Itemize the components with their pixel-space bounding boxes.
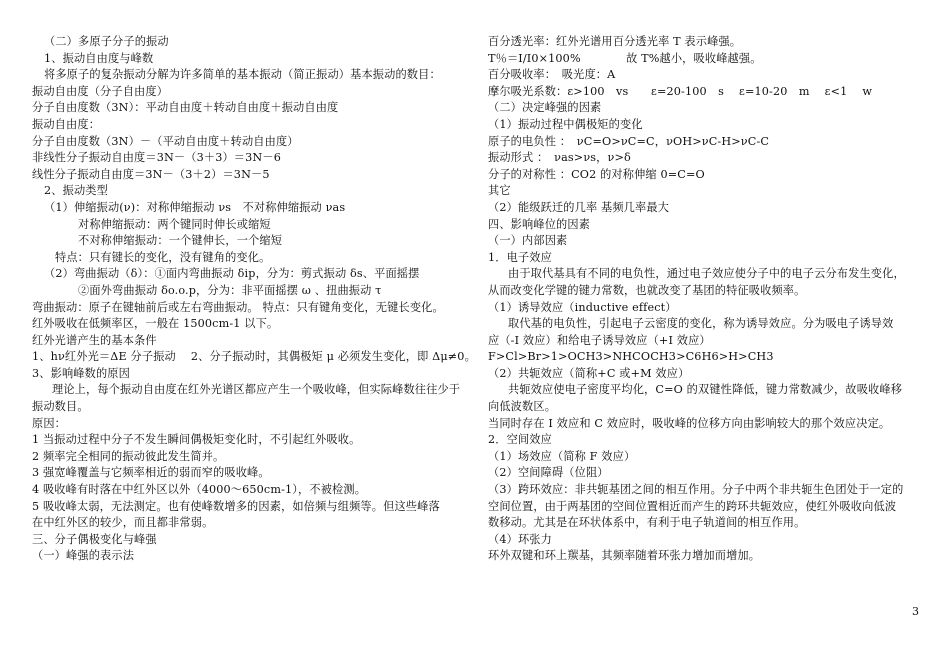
text-line: 在中红外区的较少，而且都非常弱。 [32, 516, 214, 530]
text-line: 从而改变化学键的键力常数，也就改变了基团的特征吸收频率。 [488, 283, 806, 297]
text-line: 5 吸收峰太弱，无法测定。也有使峰数增多的因素，如倍频与组频等。但这些峰落 [32, 499, 440, 513]
text-line: 红外吸收在低频率区，一般在 1500cm-1 以下。 [32, 317, 279, 331]
page-number: 3 [912, 605, 919, 618]
text-line: 4 吸收峰有时落在中红外区以外（4000～650cm-1），不被检测。 [32, 483, 367, 497]
text-line: 振动形式 ： νas>νs，ν>δ [488, 151, 631, 165]
text-line: （1）振动过程中偶极矩的变化 [488, 117, 643, 131]
text-line: 原因： [32, 416, 67, 430]
text-line: 理论上，每个振动自由度在红外光谱区都应产生一个吸收峰，但实际峰数往往少于 [52, 383, 461, 397]
text-line: ②面外弯曲振动 δo.o.p，分为：非平面摇摆 ω 、扭曲振动 τ [78, 283, 382, 297]
text-line: （2）空间障碍（位阻） [488, 466, 609, 480]
text-line: 应（-I 效应）和给电子诱导效应（+I 效应） [488, 333, 711, 347]
text-line: 将多原子的复杂振动分解为许多简单的基本振动（简正振动）基本振动的数目： [44, 68, 441, 82]
text-line: 百分透光率：红外光谱用百分透光率 T 表示峰强。 [488, 35, 742, 48]
text-line: （2）能级跃迁的几率 基频几率最大 [488, 200, 670, 214]
text-line: （2）共轭效应（简称+C 或+M 效应） [488, 366, 690, 380]
text-line: 1、振动自由度与峰数 [44, 51, 154, 65]
text-line: 红外光谱产生的基本条件 [32, 333, 157, 347]
text-line: 非线性分子振动自由度＝3N－（3＋3）＝3N－6 [32, 151, 281, 165]
text-line: 特点：只有键长的变化，没有键角的变化。 [55, 250, 271, 264]
text-line: 其它 [488, 184, 511, 198]
text-line: 弯曲振动：原子在键轴前后或左右弯曲振动。 特点：只有键角变化，无键长变化。 [32, 300, 444, 314]
text-line: （1）伸缩振动(ν)：对称伸缩振动 νs 不对称伸缩振动 νas [44, 200, 346, 214]
text-line: 1．电子效应 [488, 250, 552, 264]
text-line: 三、分子偶极变化与峰强 [32, 532, 157, 546]
text-line: 数移动。尤其是在环状体系中，有利于电子轨道间的相互作用。 [488, 516, 806, 530]
text-line: 分子自由度数（3N）：平动自由度＋转动自由度＋振动自由度 [32, 101, 339, 115]
text-line: 四、影响峰位的因素 [488, 217, 591, 231]
left-column [32, 34, 476, 565]
text-line: 2、振动类型 [44, 184, 108, 198]
text-line: 取代基的电负性，引起电子云密度的变化，称为诱导效应。分为吸电子诱导效 [508, 317, 894, 331]
text-line: 线性分子振动自由度＝3N－（3＋2）＝3N－5 [32, 167, 270, 181]
text-line: 1 当振动过程中分子不发生瞬间偶极矩变化时，不引起红外吸收。 [32, 433, 361, 447]
text-line: 3 强宽峰覆盖与它频率相近的弱而窄的吸收峰。 [32, 466, 270, 480]
text-line: 由于取代基具有不同的电负性，通过电子效应使分子中的电子云分布发生变化， [508, 267, 905, 281]
text-line: 环外双键和环上羰基，其频率随着环张力增加而增加。 [488, 549, 761, 563]
right-column [488, 34, 920, 565]
text-line: （4）环张力 [488, 532, 552, 546]
text-line: 不对称伸缩振动：一个键伸长，一个缩短 [78, 234, 283, 248]
text-line: 共轭效应使电子密度平均化，C=O 的双键性降低，键力常数减少，故吸收峰移 [508, 383, 903, 397]
text-line: （一）峰强的表示法 [32, 549, 135, 563]
text-line: F>Cl>Br>1>OCH3>NHCOCH3>C6H6>H>CH3 [488, 350, 774, 364]
text-line: 空间位置，由于两基团的空间位置相近而产生的跨环共轭效应，使红外吸收向低波 [488, 499, 897, 513]
text-line: 2．空间效应 [488, 433, 552, 447]
text-line: （3）跨环效应：非共轭基团之间的相互作用。分子中两个非共轭生色团处于一定的 [488, 483, 904, 497]
text-line: 振动自由度（分子自由度） [32, 84, 169, 98]
text-line: 对称伸缩振动：两个键同时伸长或缩短 [78, 217, 271, 231]
text-line: 原子的电负性 ： νC=O>νC=C，νOH>νC-H>νC-C [488, 134, 770, 148]
text-line: 振动数目。 [32, 400, 89, 414]
text-line: 振动自由度： [32, 117, 101, 131]
text-line: 摩尔吸光系数：ε>100 vs ε=20-100 s ε=10-20 m ε<1 w [488, 84, 873, 98]
text-line: 3、影响峰数的原因 [32, 366, 130, 380]
text-line: （1）诱导效应（inductive effect） [488, 300, 677, 314]
text-line: 百分吸收率： 吸光度：A [488, 68, 616, 82]
text-line: 当同时存在 I 效应和 C 效应时，吸收峰的位移方向由影响较大的那个效应决定。 [488, 416, 891, 430]
text-line: 1、hν红外光＝ΔE 分子振动 2、分子振动时，其偶极矩 μ 必须发生变化，即 Δμ≠0。 [32, 350, 476, 364]
text-line: （2）弯曲振动（δ）：①面内弯曲振动 δip，分为：剪式振动 δs、平面摇摆 [44, 267, 420, 281]
text-line: （一）内部因素 [488, 234, 568, 248]
text-line: 2 频率完全相同的振动彼此发生简并。 [32, 449, 225, 463]
text-line: （二）决定峰强的因素 [488, 101, 602, 115]
text-line: T％＝I/I0×100% 故 T%越小，吸收峰越强。 [488, 51, 762, 65]
text-line: 向低波数区。 [488, 400, 557, 414]
text-line: （1）场效应（简称 F 效应） [488, 449, 636, 463]
text-line: （二）多原子分子的振动 [44, 35, 169, 48]
text-line: 分子自由度数（3N）－（平动自由度＋转动自由度） [32, 134, 299, 148]
text-line: 分子的对称性 ：CO2 的对称伸缩 0=C=O [488, 167, 705, 181]
